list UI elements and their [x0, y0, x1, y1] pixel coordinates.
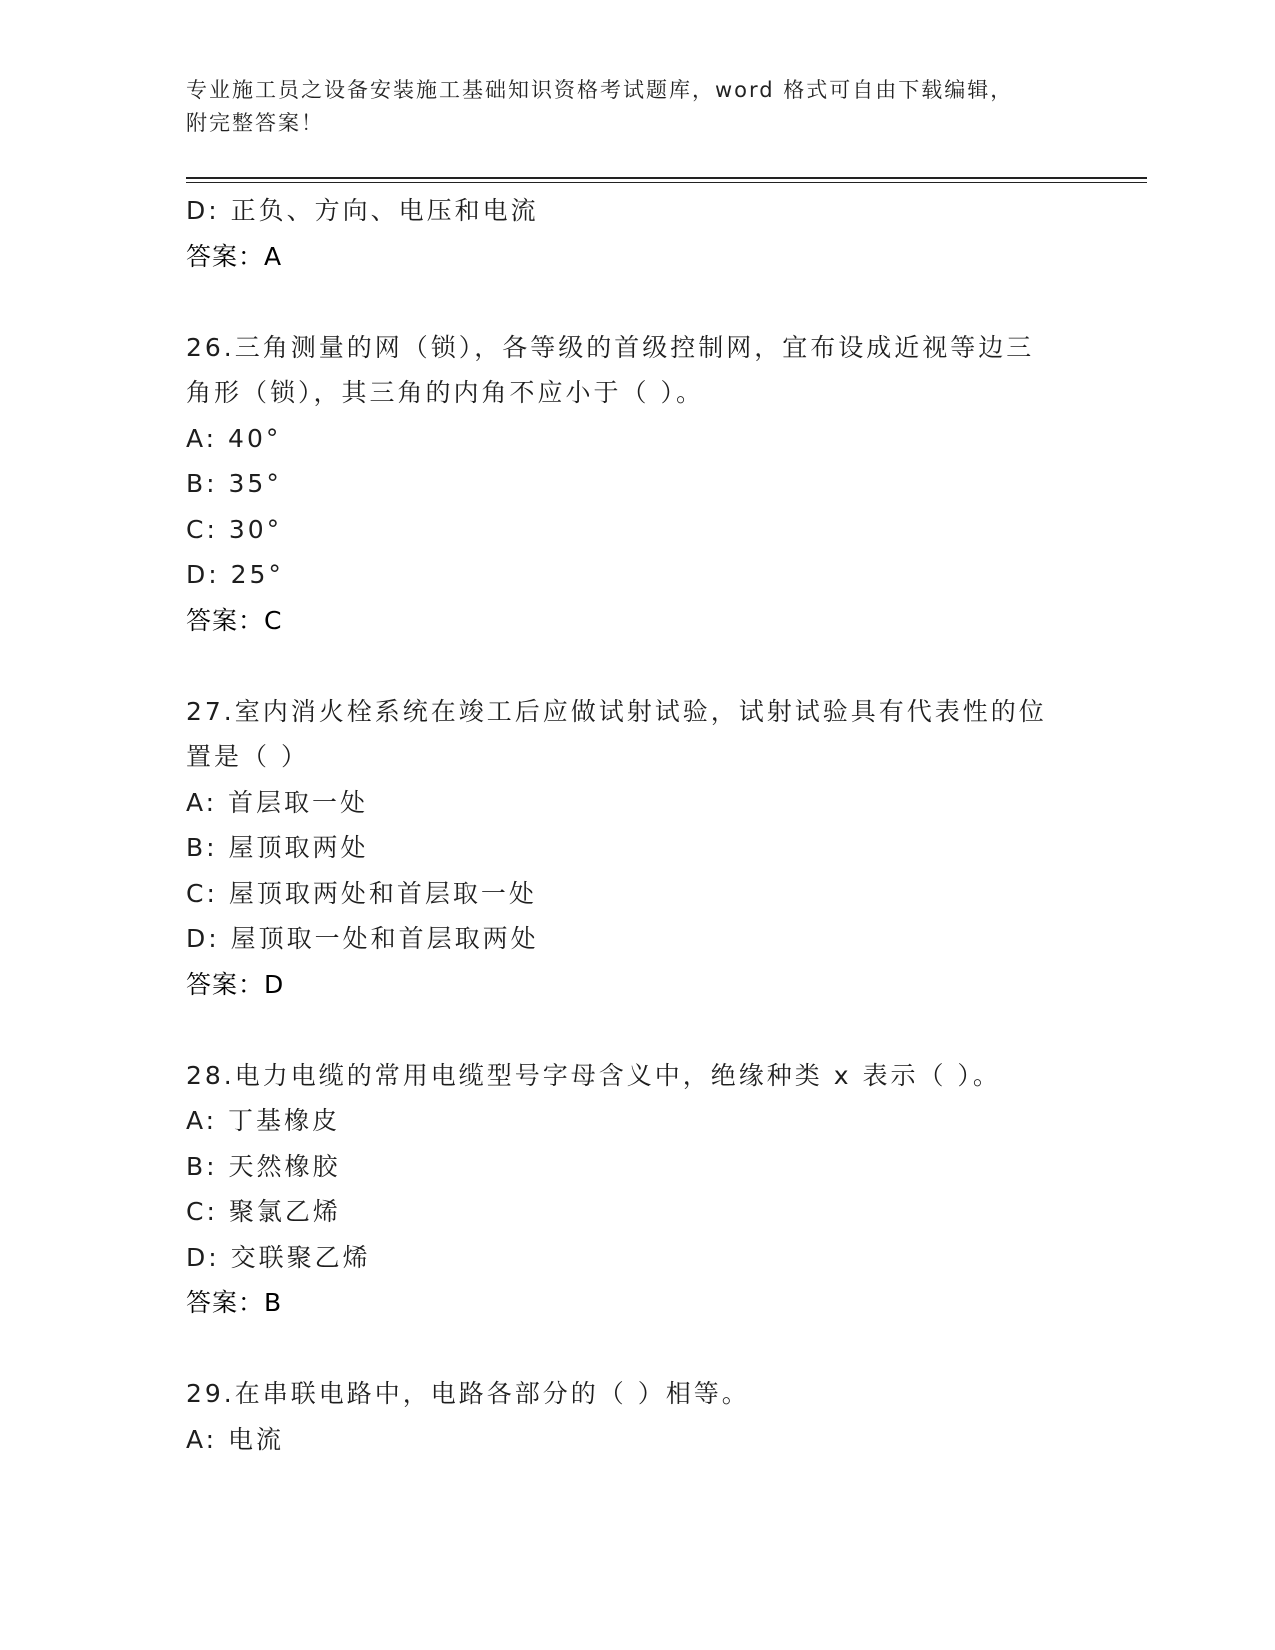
answer: 答案：D	[186, 969, 285, 999]
question-26	[186, 325, 1086, 644]
option-b: B: 天然橡胶	[186, 1151, 341, 1181]
header-divider-top	[186, 177, 1147, 179]
header-divider-bottom	[186, 182, 1147, 183]
question-stem: 26.三角测量的网（锁），各等级的首级控制网，宜布设成近视等边三	[186, 332, 1035, 362]
option-c: C: 30°	[186, 514, 283, 544]
option-d: D: 屋顶取一处和首层取两处	[186, 924, 539, 953]
option-a: A: 40°	[186, 423, 282, 453]
option-a: A: 丁基橡皮	[186, 1106, 341, 1135]
header-line-1: 专业施工员之设备安装施工基础知识资格考试题库，word 格式可自由下载编辑，	[186, 78, 1014, 102]
option-a: A: 首层取一处	[186, 787, 369, 817]
question-stem: 29.在串联电路中，电路各部分的（ ）相等。	[186, 1379, 750, 1408]
question-stem: 27.室内消火栓系统在竣工后应做试射试验，试射试验具有代表性的位	[186, 696, 1047, 726]
answer: 答案：A	[186, 241, 283, 271]
option-b: B: 35°	[186, 469, 282, 498]
header-line-2: 附完整答案！	[186, 111, 324, 135]
option-a: A: 电流	[186, 1424, 285, 1454]
spacer	[186, 643, 1086, 689]
question-stem: 置是（ ）	[186, 742, 309, 771]
option-d: D: 25°	[186, 560, 284, 589]
spacer	[186, 1326, 1086, 1372]
question-29	[186, 1371, 1086, 1462]
spacer	[186, 279, 1086, 325]
question-stem: 角形（锁），其三角的内角不应小于（ ）。	[186, 378, 704, 407]
document-header	[186, 74, 1066, 140]
option-b: B: 屋顶取两处	[186, 833, 369, 862]
option-c: C: 聚氯乙烯	[186, 1197, 341, 1226]
question-27	[186, 689, 1086, 1008]
spacer	[186, 1007, 1086, 1053]
option-d: D: 交联聚乙烯	[186, 1242, 371, 1272]
option-c: C: 屋顶取两处和首层取一处	[186, 878, 537, 908]
question-stem: 28.电力电缆的常用电缆型号字母含义中，绝缘种类 x 表示（ ）。	[186, 1060, 1001, 1090]
answer: 答案：B	[186, 1288, 283, 1317]
question-28	[186, 1053, 1086, 1326]
answer: 答案：C	[186, 605, 283, 635]
option-d: D: 正负、方向、电压和电流	[186, 196, 539, 225]
document-body	[186, 188, 1086, 1462]
